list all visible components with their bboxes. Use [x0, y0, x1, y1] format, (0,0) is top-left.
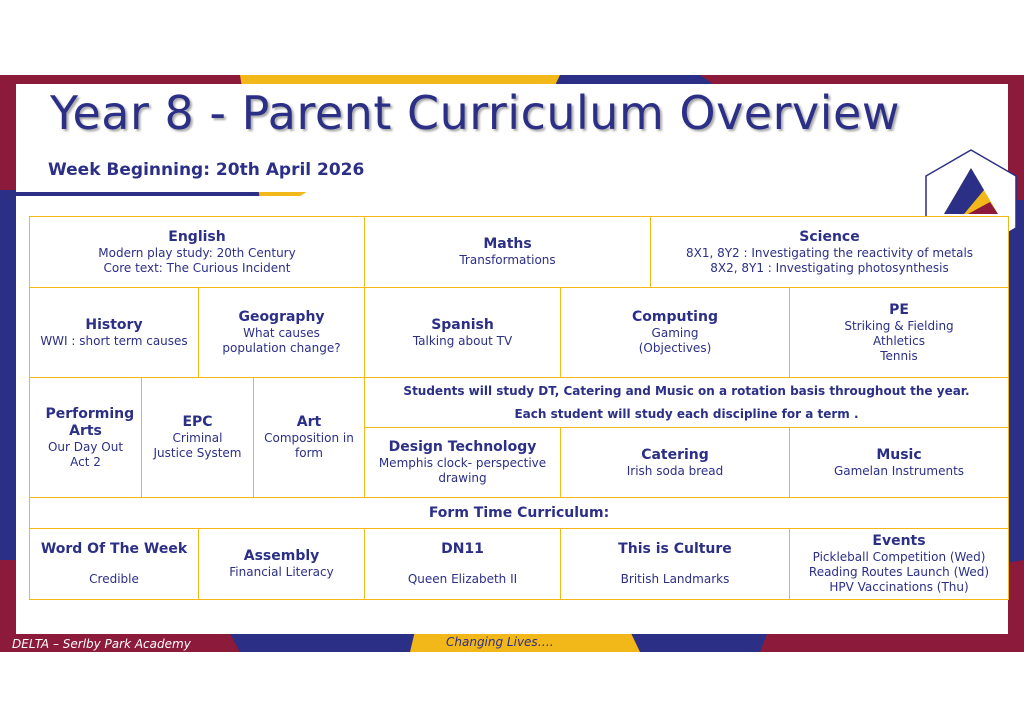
- event-item: Pickleball Competition (Wed): [812, 550, 986, 564]
- pe-cell: [789, 287, 1009, 378]
- week-beginning: Week Beginning: 20th April 2026: [48, 160, 365, 180]
- computing-cell: [560, 287, 790, 378]
- culture-cell: [560, 528, 790, 600]
- subject-title: Performing Arts: [45, 405, 135, 439]
- curriculum-grid: [29, 216, 1009, 600]
- subject-detail: 8X1, 8Y2 : Investigating the reactivity of metals: [685, 245, 974, 260]
- footer-school: DELTA – Serlby Park Academy: [12, 637, 191, 651]
- epc-cell: [141, 377, 254, 498]
- catering-cell: [560, 427, 790, 498]
- subject-detail: Gamelan Instruments: [833, 463, 965, 478]
- subject-detail: Transformations: [459, 253, 556, 267]
- music-cell: [789, 427, 1009, 498]
- subject-detail: Criminal: [172, 431, 223, 445]
- subject-title: DN11: [441, 541, 484, 557]
- form-time-heading: Form Time Curriculum:: [428, 504, 610, 521]
- rotation-note-line: Students will study DT, Catering and Music on a rotation basis throughout the year.: [403, 383, 970, 398]
- design-technology-cell: [364, 427, 561, 498]
- spanish-cell: [364, 287, 561, 378]
- art-cell: [253, 377, 365, 498]
- subject-detail: Irish soda bread: [626, 463, 724, 478]
- subject-detail: drawing: [438, 471, 487, 485]
- subject-detail: Talking about TV: [412, 333, 513, 348]
- subject-title: Computing: [632, 309, 718, 325]
- performing-arts-cell: [29, 377, 142, 498]
- assembly-cell: [198, 528, 365, 600]
- subject-title: English: [168, 228, 226, 245]
- subject-title: Music: [876, 446, 922, 463]
- dn11-cell: [364, 528, 561, 600]
- rotation-note-line: Each student will study each discipline for a term .: [514, 406, 859, 421]
- subject-title: Events: [872, 533, 926, 549]
- page-title: Year 8 - Parent Curriculum Overview: [50, 86, 900, 140]
- science-cell: [650, 216, 1009, 288]
- subject-detail: Striking & Fielding: [844, 318, 954, 333]
- subject-title: PE: [889, 301, 909, 318]
- subject-title: This is Culture: [618, 541, 732, 557]
- subject-title: Art: [296, 414, 322, 430]
- word-of-week-cell: [29, 528, 199, 600]
- subject-detail: Memphis clock- perspective: [378, 456, 547, 470]
- subject-detail: Tennis: [880, 348, 918, 363]
- geography-cell: [198, 287, 365, 378]
- subject-detail: Gaming: [651, 326, 699, 340]
- events-cell: [789, 528, 1009, 600]
- subject-title: Design Technology: [388, 439, 537, 455]
- subject-detail: 8X2, 8Y1 : Investigating photosynthesis: [710, 260, 949, 275]
- subject-detail: Core text: The Curious Incident: [103, 260, 291, 275]
- subject-detail: Modern play study: 20th Century: [98, 245, 296, 260]
- subject-title: EPC: [182, 414, 213, 430]
- subject-detail: Composition in: [264, 431, 354, 445]
- event-item: Reading Routes Launch (Wed): [808, 565, 990, 579]
- history-cell: [29, 287, 199, 378]
- event-item: HPV Vaccinations (Thu): [829, 580, 969, 594]
- subject-title: Geography: [238, 309, 325, 325]
- subject-title: Word Of The Week: [40, 541, 188, 557]
- subject-detail: Athletics: [873, 333, 925, 348]
- subject-detail: population change?: [222, 341, 341, 355]
- subject-detail: (Objectives): [638, 341, 712, 355]
- rotation-note: [364, 377, 1009, 428]
- subject-detail: British Landmarks: [620, 572, 730, 586]
- subject-title: Assembly: [243, 548, 320, 564]
- subject-title: Spanish: [431, 316, 494, 333]
- subject-title: Science: [799, 228, 860, 245]
- subject-detail: Financial Literacy: [229, 565, 334, 579]
- maths-cell: [364, 216, 651, 288]
- subject-detail: form: [295, 446, 323, 460]
- subject-detail: Act 2: [70, 454, 101, 469]
- subject-detail: Justice System: [153, 446, 242, 460]
- english-cell: [29, 216, 365, 288]
- subject-detail: Queen Elizabeth II: [407, 572, 518, 586]
- subject-detail: What causes: [243, 326, 320, 340]
- subject-detail: Our Day Out: [47, 439, 124, 454]
- subject-detail: Credible: [89, 572, 139, 586]
- subject-title: Maths: [483, 236, 532, 252]
- subject-detail: WWI : short term causes: [40, 333, 188, 348]
- form-time-heading-cell: [29, 497, 1009, 529]
- subject-title: Catering: [641, 446, 709, 463]
- footer-motto: Changing Lives….: [446, 635, 554, 649]
- subject-title: History: [85, 316, 143, 333]
